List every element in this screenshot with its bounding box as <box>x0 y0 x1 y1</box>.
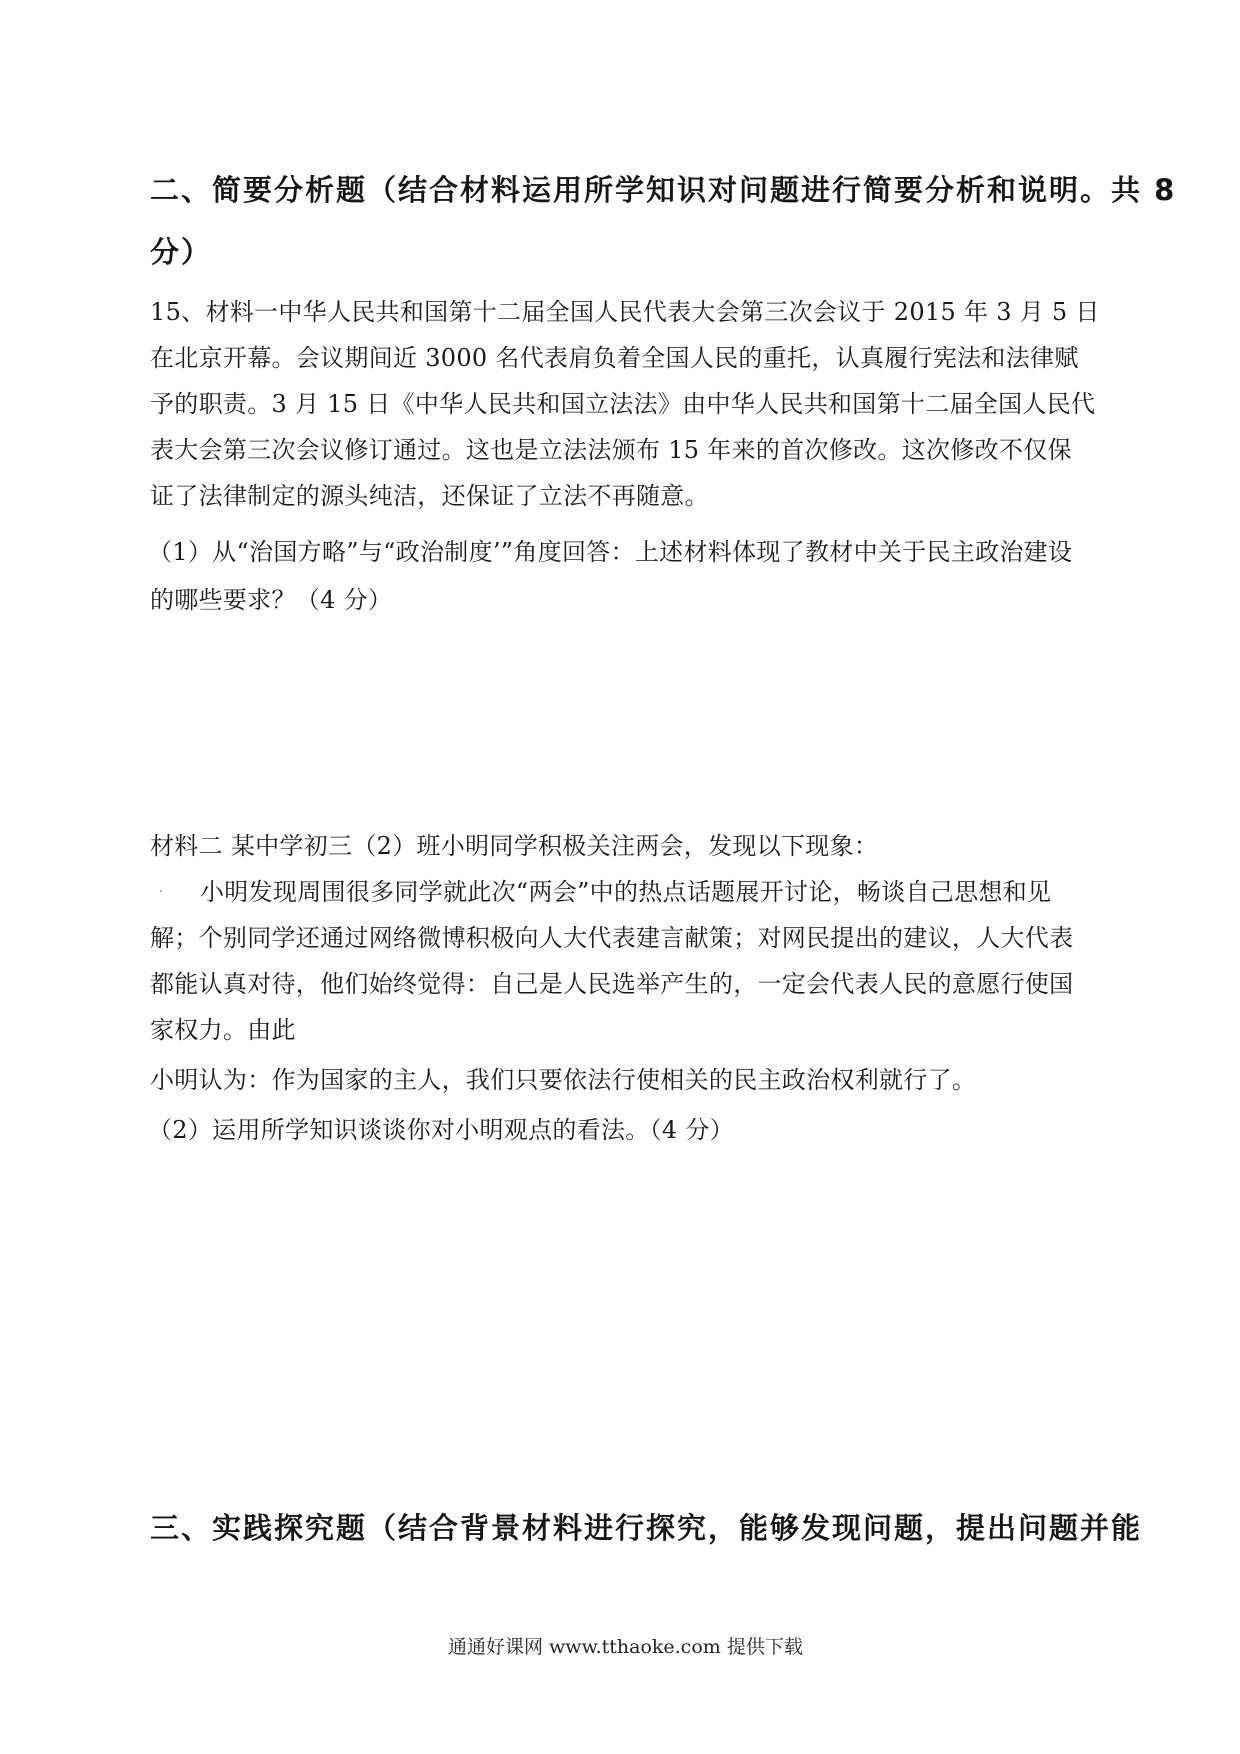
question-1-line-2: 的哪些要求？（4 分） <box>150 586 393 614</box>
section-3-heading: 三、实践探究题（结合背景材料进行探究，能够发现问题，提出问题并能 <box>150 1511 1143 1545</box>
scan-speck <box>160 890 162 892</box>
section-2-heading-line-2: 分） <box>150 235 213 269</box>
question-1-line-1: （1）从“治国方略”与“政治制度’”角度回答：上述材料体现了教材中关于民主政治建设 <box>148 538 1073 566</box>
material-1-line-3: 予的职责。3 月 15 日《中华人民共和国立法法》由中华人民共和国第十二届全国人民代 <box>150 390 1096 418</box>
material-2-line-2: 解；个别同学还通过网络微博积极向人大代表建言献策；对网民提出的建议，人大代表 <box>150 924 1074 952</box>
material-2-line-4: 家权力。由此 <box>150 1016 296 1044</box>
footer-source-text: 通通好课网 www.tthaoke.com 提供下载 <box>448 1636 803 1658</box>
material-1-line-1: 15、材料一中华人民共和国第十二届全国人民代表大会第三次会议于 2015 年 3 月 5 日 <box>150 298 1100 326</box>
material-2-line-5: 小明认为：作为国家的主人，我们只要依法行使相关的民主政治权利就行了。 <box>150 1066 977 1094</box>
material-1-line-2: 在北京开幕。会议期间近 3000 名代表肩负着全国人民的重托，认真履行宪法和法律赋 <box>150 344 1079 372</box>
question-2: （2）运用所学知识谈谈你对小明观点的看法。（4 分） <box>148 1116 734 1144</box>
material-2-line-1: 小明发现周围很多同学就此次“两会”中的热点话题展开讨论，畅谈自己思想和见 <box>200 878 1052 906</box>
section-2-heading-line-1: 二、简要分析题（结合材料运用所学知识对问题进行简要分析和说明。共 8 <box>150 173 1177 207</box>
material-2-title: 材料二 某中学初三（2）班小明同学积极关注两会，发现以下现象： <box>150 832 879 860</box>
material-2-line-3: 都能认真对待，他们始终觉得：自己是人民选举产生的，一定会代表人民的意愿行使国 <box>150 970 1074 998</box>
material-1-line-5: 证了法律制定的源头纯洁，还保证了立法不再随意。 <box>150 482 709 510</box>
material-1-line-4: 表大会第三次会议修订通过。这也是立法法颁布 15 年来的首次修改。这次修改不仅保 <box>150 436 1072 464</box>
